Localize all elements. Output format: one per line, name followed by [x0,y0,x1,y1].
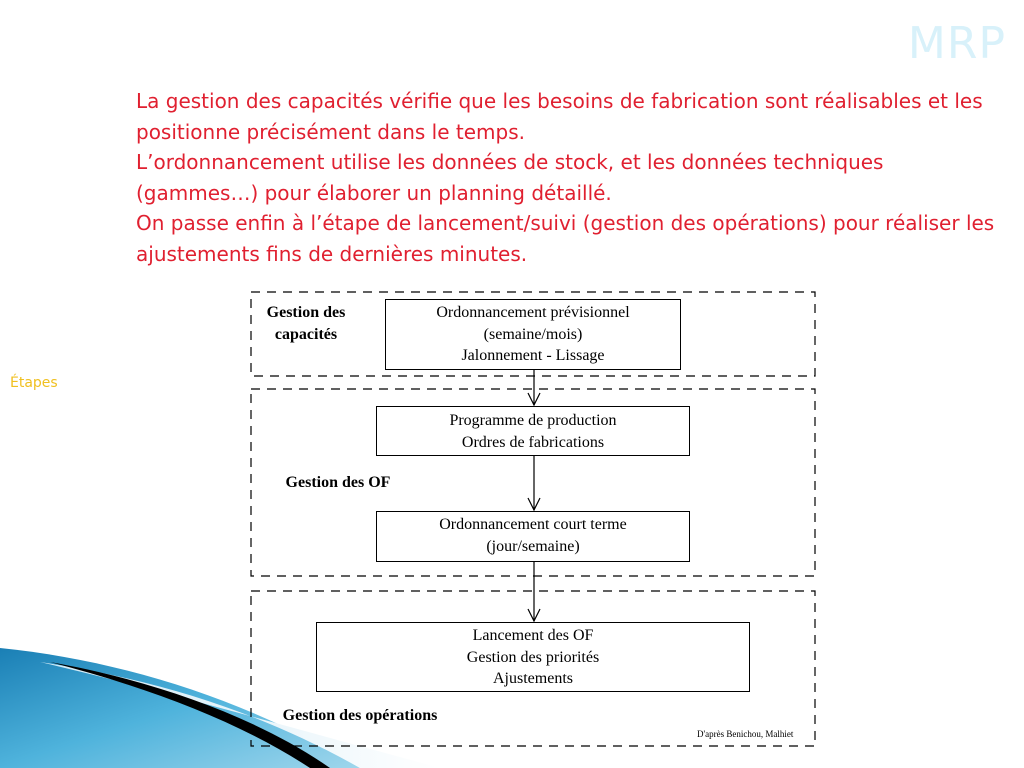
box-line: Ordres de fabrications [461,433,605,451]
zone-label-of: Gestion des OF [285,474,391,491]
paragraph-lancement: On passe enfin à l’étape de lancement/suivi (gestion des opérations) pour réaliser les ajustements fins de dernières minutes. [136,211,995,266]
box-line: (jour/semaine) [486,537,580,555]
paragraph-capacites: La gestion des capacités vérifie que les besoins de fabrication sont réalisables et les positionne précisément dans le temps. [136,89,983,144]
box-line: Jalonnement - Lissage [461,347,605,364]
side-label-etapes: Étapes [10,375,58,391]
credit-note: D'après Benichou, Malhiet [697,729,794,739]
box-line: Ajustements [493,670,573,687]
zone-label-capacites: Gestion des capacités [266,304,346,343]
zone-label-operations: Gestion des opérations [282,707,438,724]
box-line: Ordonnancement court terme [439,516,627,533]
box-lancement-of [316,622,750,692]
box-line: Ordonnancement prévisionnel [436,304,630,321]
slide-title: MRP [907,18,1006,69]
box-ordonnancement-previsionnel [385,299,681,370]
paragraph-ordonnancement: L’ordonnancement utilise les données de stock, et les données techniques (gammes…) pour élaborer un planning détaillé. [136,150,884,205]
box-line: Gestion des priorités [466,648,600,666]
box-ordonnancement-court-terme [376,511,690,562]
box-programme-production [376,406,690,456]
box-line: Lancement des OF [472,627,594,644]
box-line: (semaine/mois) [483,325,583,343]
box-line: Programme de production [449,412,617,429]
